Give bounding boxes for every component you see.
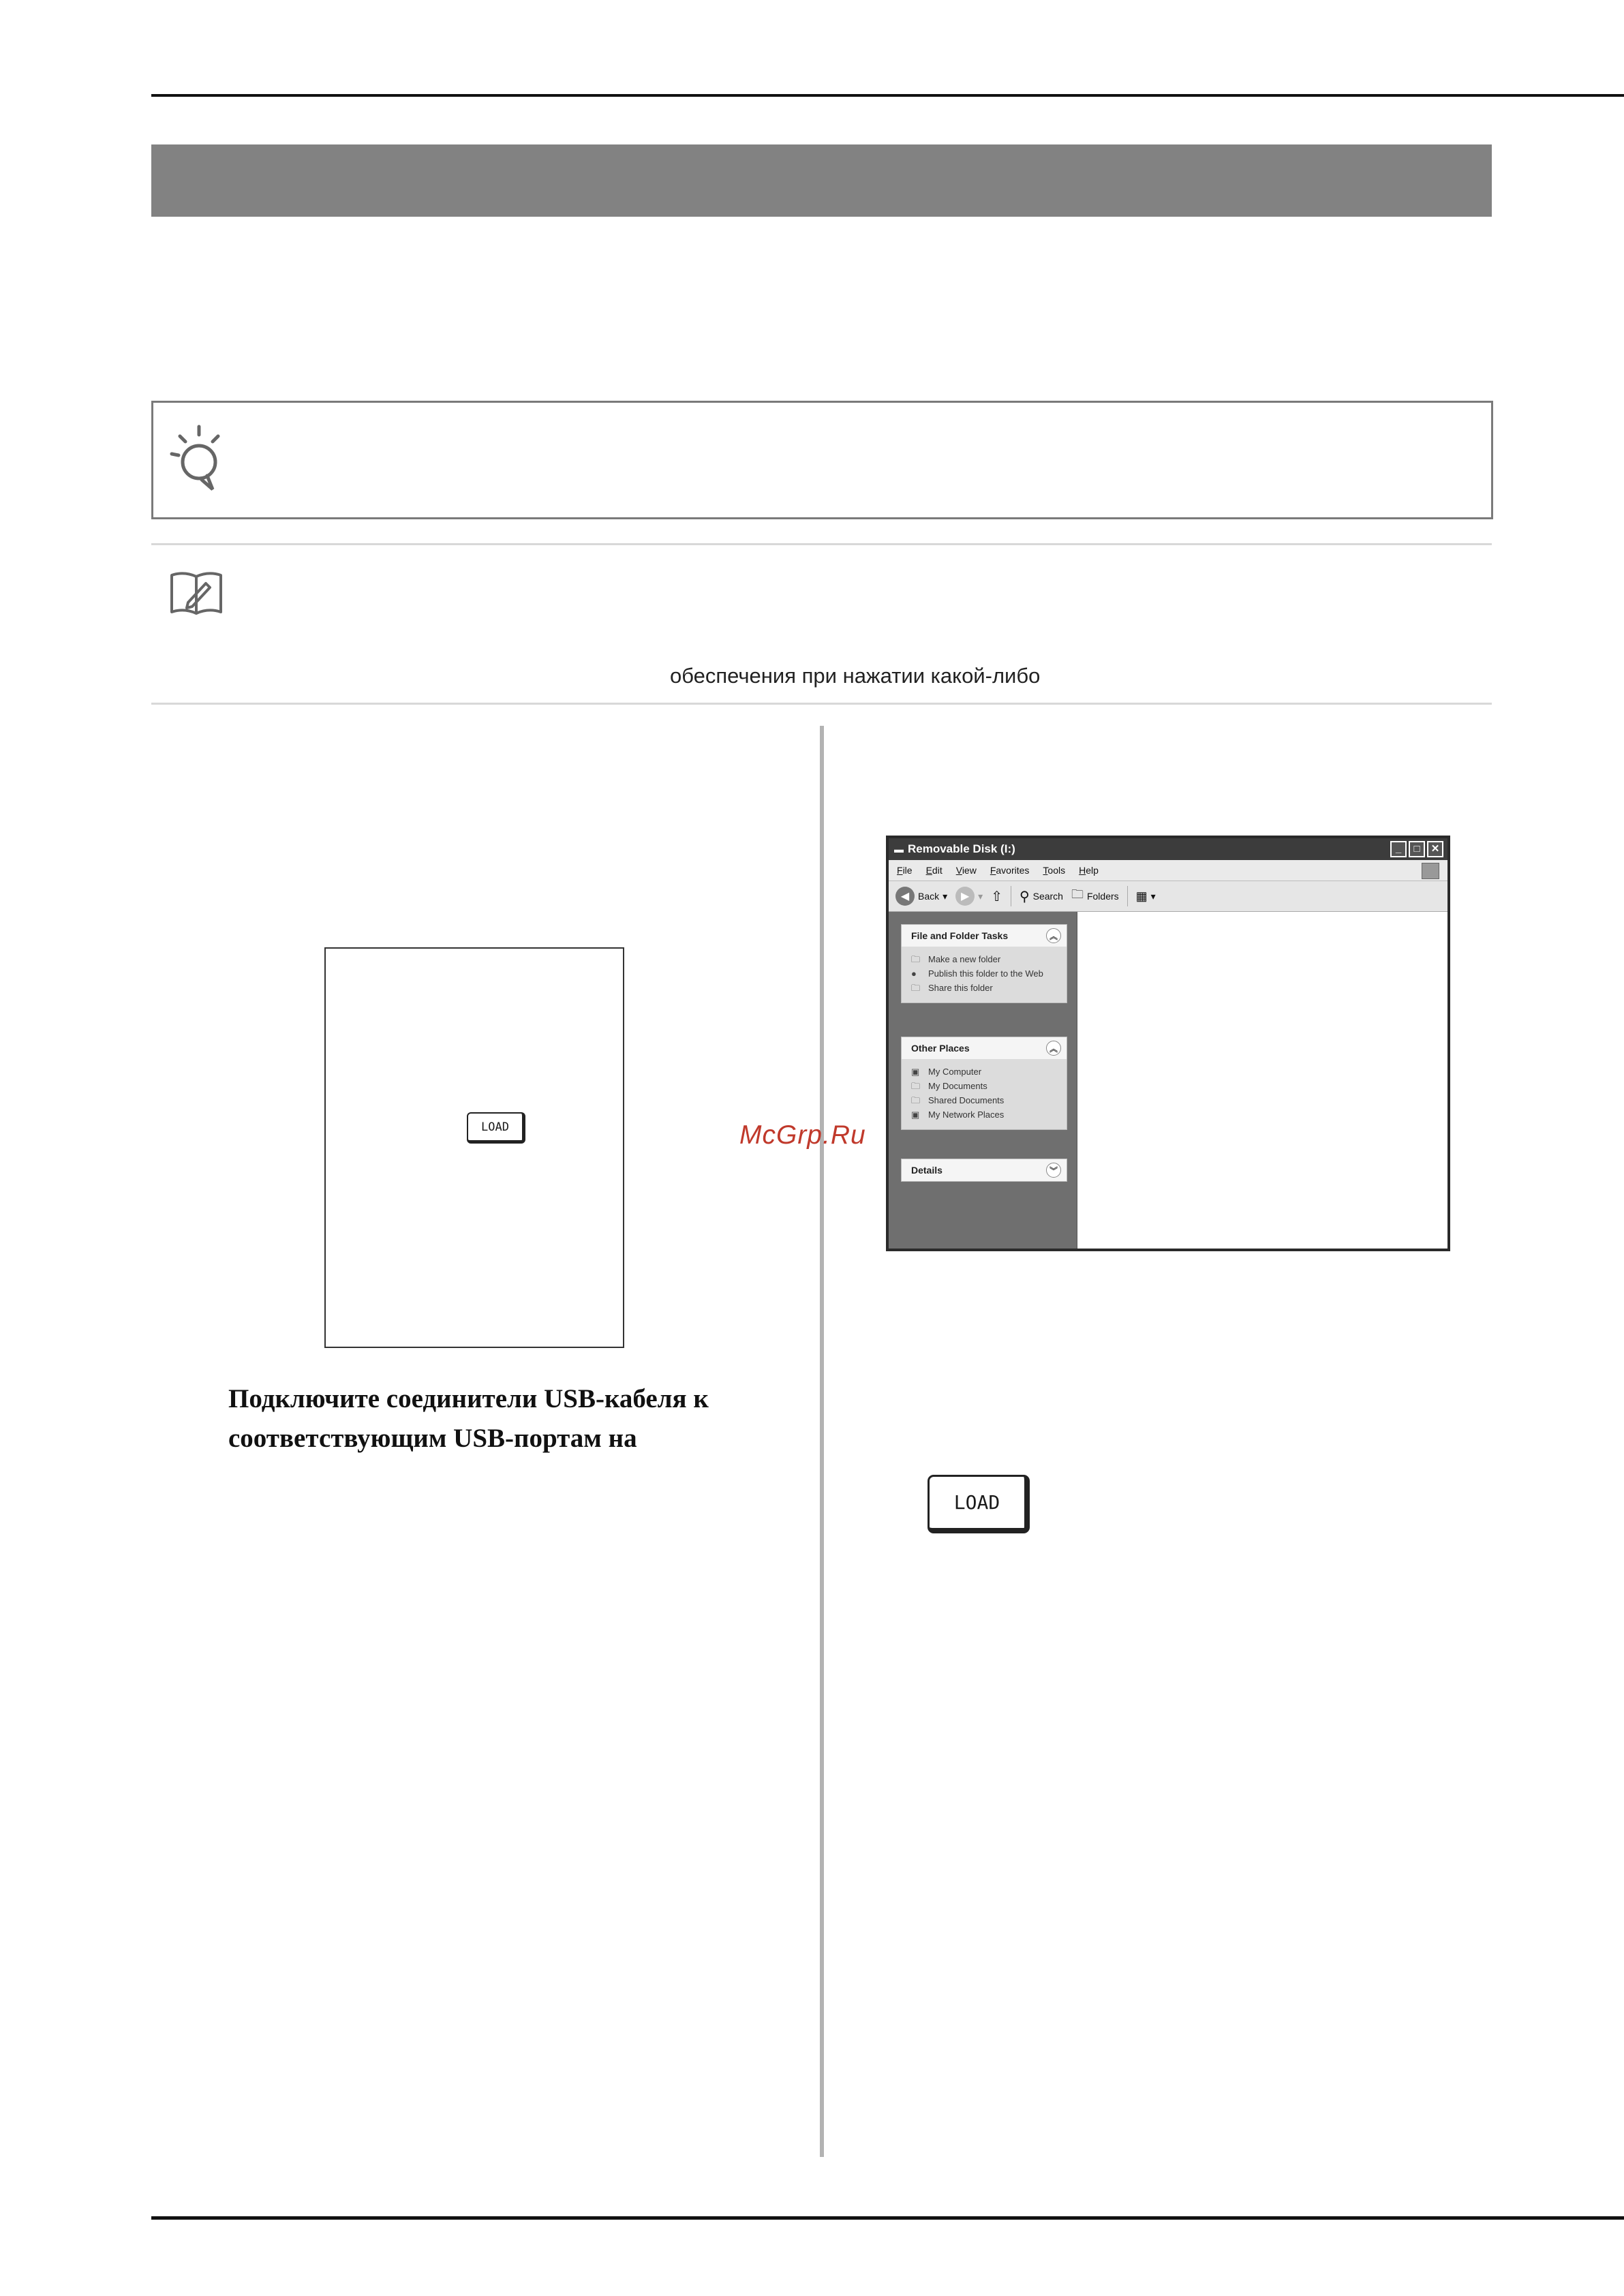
back-arrow-icon: ◀ (895, 887, 915, 906)
task-label: Make a new folder (928, 954, 1001, 964)
drive-icon: ▬ (894, 844, 904, 855)
globe-icon: ● (911, 968, 917, 979)
place-my-computer[interactable] (911, 1067, 1060, 1077)
place-label: Shared Documents (928, 1095, 1005, 1105)
search-button[interactable] (1020, 888, 1063, 905)
back-label: Back (918, 891, 940, 902)
section-banner (151, 144, 1492, 217)
top-rule (151, 94, 1624, 97)
new-folder-icon: 🗀 (911, 954, 921, 964)
note-box (151, 401, 1493, 519)
panel-body (902, 1059, 1067, 1129)
menu-view[interactable]: View (955, 865, 977, 876)
step-line-1: Подключите соединители USB-кабеля к (228, 1384, 709, 1413)
views-button[interactable] (1136, 889, 1156, 904)
load-button-small[interactable]: LOAD (467, 1112, 525, 1144)
back-button[interactable] (895, 887, 947, 906)
file-folder-tasks-panel (901, 924, 1067, 1003)
panel-title: File and Folder Tasks (911, 930, 1009, 941)
dropdown-arrow-icon: ▾ (978, 890, 983, 902)
menu-favorites[interactable]: Favorites (990, 865, 1030, 876)
menu-file[interactable]: File (897, 865, 913, 876)
folders-label: Folders (1086, 891, 1119, 902)
search-icon: ⚲ (1019, 889, 1030, 904)
shared-folder-icon: 🗀 (911, 1095, 921, 1105)
collapse-icon[interactable]: ︽ (1046, 1041, 1061, 1056)
step-line-2: соответствующим USB-портам на (228, 1424, 637, 1453)
network-icon: ▣ (911, 1109, 920, 1120)
menu-edit[interactable]: Edit (925, 865, 943, 876)
views-icon: ▦ (1135, 889, 1148, 903)
file-list-area[interactable] (1077, 912, 1447, 1249)
panel-title: Other Places (911, 1043, 970, 1054)
step-instruction (228, 1379, 709, 1458)
panel-header[interactable] (902, 1159, 1067, 1181)
expand-icon[interactable]: ︾ (1046, 1163, 1061, 1178)
dropdown-arrow-icon: ▾ (943, 890, 948, 902)
window-title: Removable Disk (I:) (908, 842, 1015, 855)
place-label: My Network Places (928, 1109, 1005, 1120)
menu-bar (889, 860, 1447, 881)
task-make-folder[interactable] (911, 954, 1060, 965)
close-button[interactable]: ✕ (1427, 841, 1443, 857)
maximize-button[interactable]: □ (1409, 841, 1425, 857)
place-label: My Computer (928, 1067, 982, 1077)
task-label: Share this folder (928, 983, 993, 993)
toolbar (889, 881, 1447, 912)
window-controls (1390, 841, 1443, 857)
machine-screen-illustration (324, 947, 624, 1348)
window-titlebar (889, 838, 1447, 860)
load-button-large[interactable]: LOAD (928, 1475, 1030, 1533)
minimize-button[interactable]: _ (1390, 841, 1407, 857)
task-pane (889, 912, 1077, 1249)
folders-icon: 🗀 (1071, 887, 1084, 901)
task-share-folder[interactable] (911, 983, 1060, 994)
place-my-network[interactable] (911, 1109, 1060, 1120)
panel-header[interactable] (902, 925, 1067, 947)
up-folder-icon[interactable]: ⇧ (991, 889, 1002, 904)
memo-rule-bottom (151, 703, 1492, 705)
search-label: Search (1032, 891, 1063, 902)
task-label: Publish this folder to the Web (928, 968, 1043, 979)
bottom-rule (151, 2216, 1624, 2220)
toolbar-separator (1127, 886, 1128, 906)
collapse-icon[interactable]: ︽ (1046, 928, 1061, 943)
column-divider (820, 726, 824, 2157)
forward-arrow-icon: ▶ (955, 887, 975, 906)
memo-book-icon (168, 570, 225, 619)
menu-tools[interactable]: Tools (1043, 865, 1066, 876)
window-content (889, 912, 1447, 1249)
panel-header[interactable] (902, 1037, 1067, 1059)
place-shared-documents[interactable] (911, 1095, 1060, 1106)
panel-body (902, 947, 1067, 1002)
details-panel (901, 1159, 1067, 1182)
place-my-documents[interactable] (911, 1081, 1060, 1092)
memo-text: обеспечения при нажатии какой-либо (670, 664, 1041, 688)
forward-button[interactable] (955, 887, 983, 906)
share-folder-icon: 🗀 (911, 983, 921, 993)
panel-title: Details (911, 1165, 943, 1176)
memo-rule-top (151, 543, 1492, 545)
computer-icon: ▣ (911, 1067, 920, 1077)
dropdown-arrow-icon: ▾ (1150, 890, 1156, 902)
task-publish-folder[interactable] (911, 968, 1060, 979)
documents-folder-icon: 🗀 (911, 1081, 921, 1091)
other-places-panel (901, 1037, 1067, 1130)
explorer-window (886, 836, 1450, 1251)
menu-help[interactable]: Help (1079, 865, 1099, 876)
lightbulb-icon (168, 424, 222, 492)
watermark: McGrp.Ru (739, 1120, 866, 1150)
folders-button[interactable] (1071, 886, 1119, 906)
windows-logo-icon (1422, 863, 1439, 879)
place-label: My Documents (928, 1081, 987, 1091)
